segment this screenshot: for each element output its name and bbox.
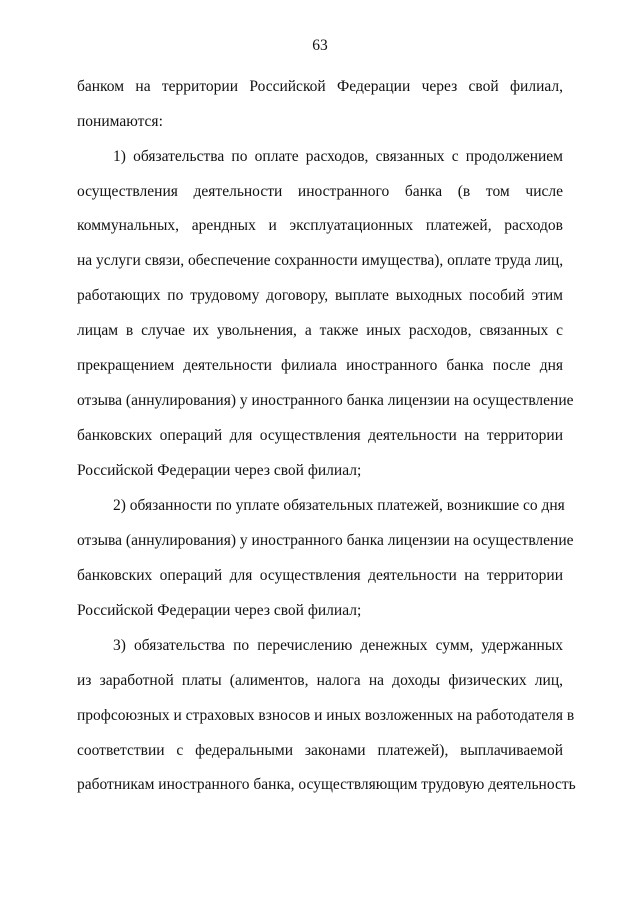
text-line: Российской Федерации через свой филиал; (77, 602, 362, 619)
text-line: отзыва (аннулирования) у иностранного банка лицензии на осуществление (77, 532, 574, 549)
text-line: работникам иностранного банка, осуществляющим трудовую деятельность (77, 776, 576, 793)
text-line: прекращением деятельности филиала иностранного банка после дня (77, 357, 563, 374)
text-line: работающих по трудовому договору, выплате выходных пособий этим (77, 287, 563, 304)
text-line: Российской Федерации через свой филиал; (77, 462, 362, 479)
text-line: понимаются: (77, 113, 163, 130)
text-line: отзыва (аннулирования) у иностранного банка лицензии на осуществление (77, 392, 574, 409)
text-line: банковских операций для осуществления деятельности на территории (77, 427, 563, 444)
text-line: лицам в случае их увольнения, а также иных расходов, связанных с (77, 322, 563, 339)
paragraph-1-first-line: 1) обязательства по оплате расходов, связанных с продолжением (113, 148, 563, 165)
text-line: осуществления деятельности иностранного банка (в том числе (77, 183, 563, 200)
paragraph-2-first-line: 2) обязанности по уплате обязательных платежей, возникшие со дня (113, 497, 565, 514)
text-line: из заработной платы (алиментов, налога на доходы физических лиц, (77, 672, 563, 689)
text-line: банком на территории Российской Федерации через свой филиал, (77, 78, 563, 95)
page-number: 63 (312, 37, 328, 54)
text-line: коммунальных, арендных и эксплуатационных платежей, расходов (77, 217, 563, 234)
text-line: на услуги связи, обеспечение сохранности имущества), оплате труда лиц, (77, 252, 564, 269)
text-line: банковских операций для осуществления деятельности на территории (77, 567, 563, 584)
text-line: соответствии с федеральными законами платежей), выплачиваемой (77, 742, 563, 759)
text-line: профсоюзных и страховых взносов и иных возложенных на работодателя в (77, 707, 575, 724)
paragraph-3-first-line: 3) обязательства по перечислению денежных сумм, удержанных (113, 637, 563, 654)
